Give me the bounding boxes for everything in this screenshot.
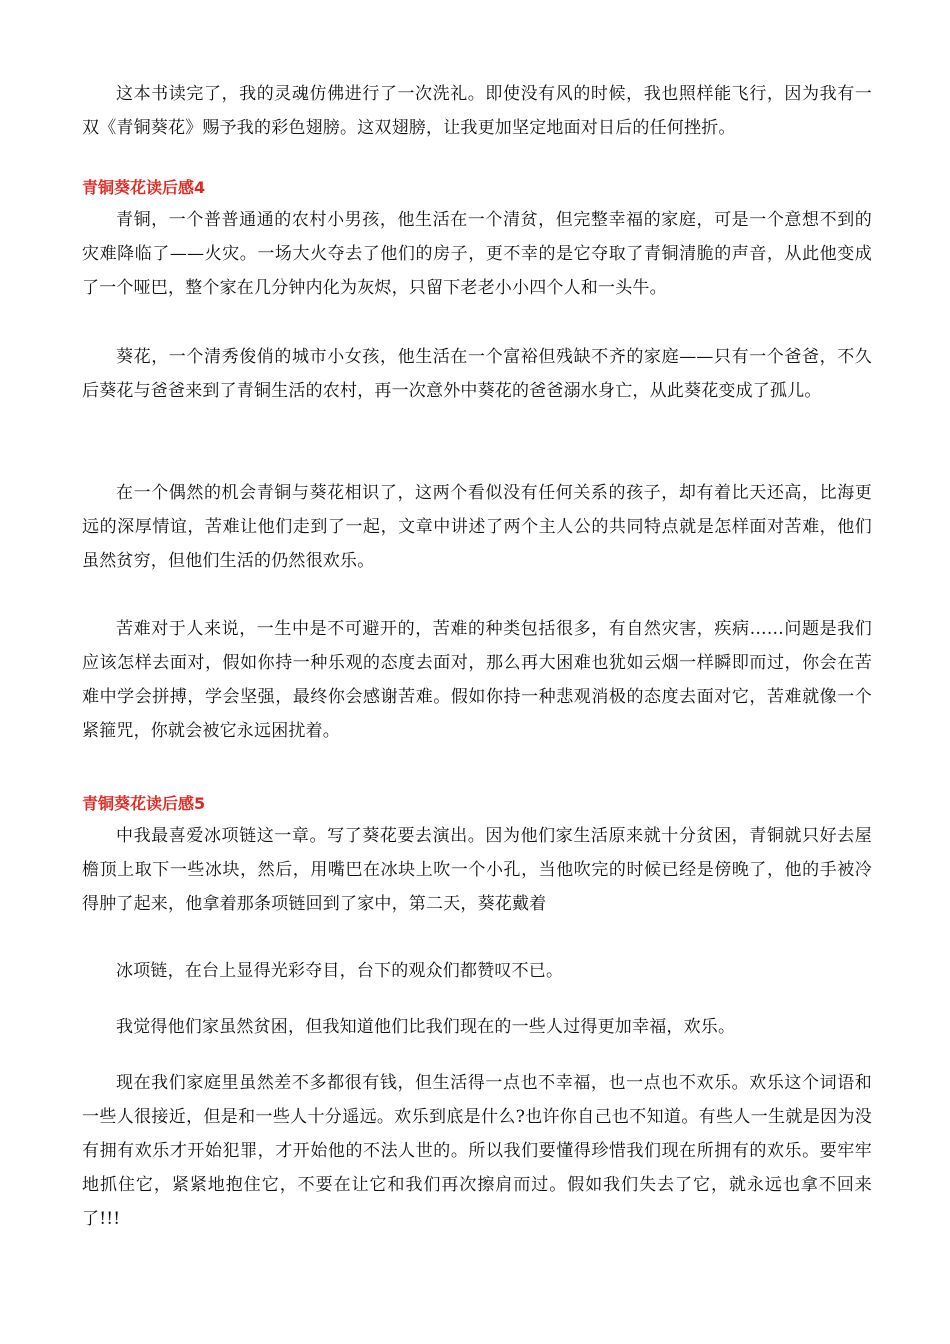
paragraph-friendship: 在一个偶然的机会青铜与葵花相识了，这两个看似没有任何关系的孩子，却有着比天还高，比海更远的深厚情谊，苦难让他们走到了一起，文章中讲述了两个主人公的共同特点就是怎样面对苦难，他们虽然贫穷，但他们生活的仍然很欢乐。: [82, 483, 872, 571]
paragraph-happiness: 我觉得他们家虽然贫困，但我知道他们比我们现在的一些人过得更加幸福，欢乐。: [116, 1017, 736, 1037]
paragraph-qingtong: 青铜，一个普普通通的农村小男孩，他生活在一个清贫，但完整幸福的家庭，可是一个意想不到的灾难降临了——火灾。一场大火夺去了他们的房子，更不幸的是它夺取了青铜清脆的声音，从此他变成了一个哑巴，整个家在几分钟内化为灰烬，只留下老老小小四个人和一头牛。: [82, 210, 872, 298]
paragraph-cherish-joy: 现在我们家庭里虽然差不多都很有钱，但生活得一点也不幸福，也一点也不欢乐。欢乐这个词语和一些人很接近，但是和一些人十分遥远。欢乐到底是什么?也许你自己也不知道。有些人一生就是因为没有拥有欢乐才开始犯罪，才开始他的不法人世的。所以我们要懂得珍惜我们现在所拥有的欢乐。要牢牢地抓住它，紧紧地抱住它，不要在让它和我们再次擦肩而过。假如我们失去了它，就永远也拿不回来了!!!: [82, 1073, 872, 1229]
paragraph-hardship: 苦难对于人来说，一生中是不可避开的，苦难的种类包括很多，有自然灾害，疾病……问题是我们应该怎样去面对，假如你持一种乐观的态度去面对，那么再大困难也犹如云烟一样瞬即而过，你会在苦难中学会拼搏，学会坚强，最终你会感谢苦难。假如你持一种悲观消极的态度去面对它，苦难就像一个紧箍咒，你就会被它永远困扰着。: [82, 619, 872, 741]
section-heading-4: 青铜葵花读后感4: [82, 178, 206, 197]
paragraph-ice-necklace: 中我最喜爱冰项链这一章。写了葵花要去演出。因为他们家生活原来就十分贫困，青铜就只好去屋檐顶上取下一些冰块，然后，用嘴巴在冰块上吹一个小孔，当他吹完的时候已经是傍晚了，他的手被冷得肿了起来，他拿着那条项链回到了家中，第二天，葵花戴着: [82, 826, 872, 914]
section-heading-5: 青铜葵花读后感5: [82, 794, 206, 813]
paragraph-intro-conclusion: 这本书读完了，我的灵魂仿佛进行了一次洗礼。即使没有风的时候，我也照样能飞行，因为我有一双《青铜葵花》赐予我的彩色翅膀。这双翅膀，让我更加坚定地面对日后的任何挫折。: [82, 84, 872, 138]
paragraph-ice-necklace-continued: 冰项链，在台上显得光彩夺目，台下的观众们都赞叹不已。: [116, 961, 564, 981]
paragraph-kuihua: 葵花，一个清秀俊俏的城市小女孩，他生活在一个富裕但残缺不齐的家庭——只有一个爸爸，不久后葵花与爸爸来到了青铜生活的农村，再一次意外中葵花的爸爸溺水身亡，从此葵花变成了孤儿。: [82, 347, 872, 401]
